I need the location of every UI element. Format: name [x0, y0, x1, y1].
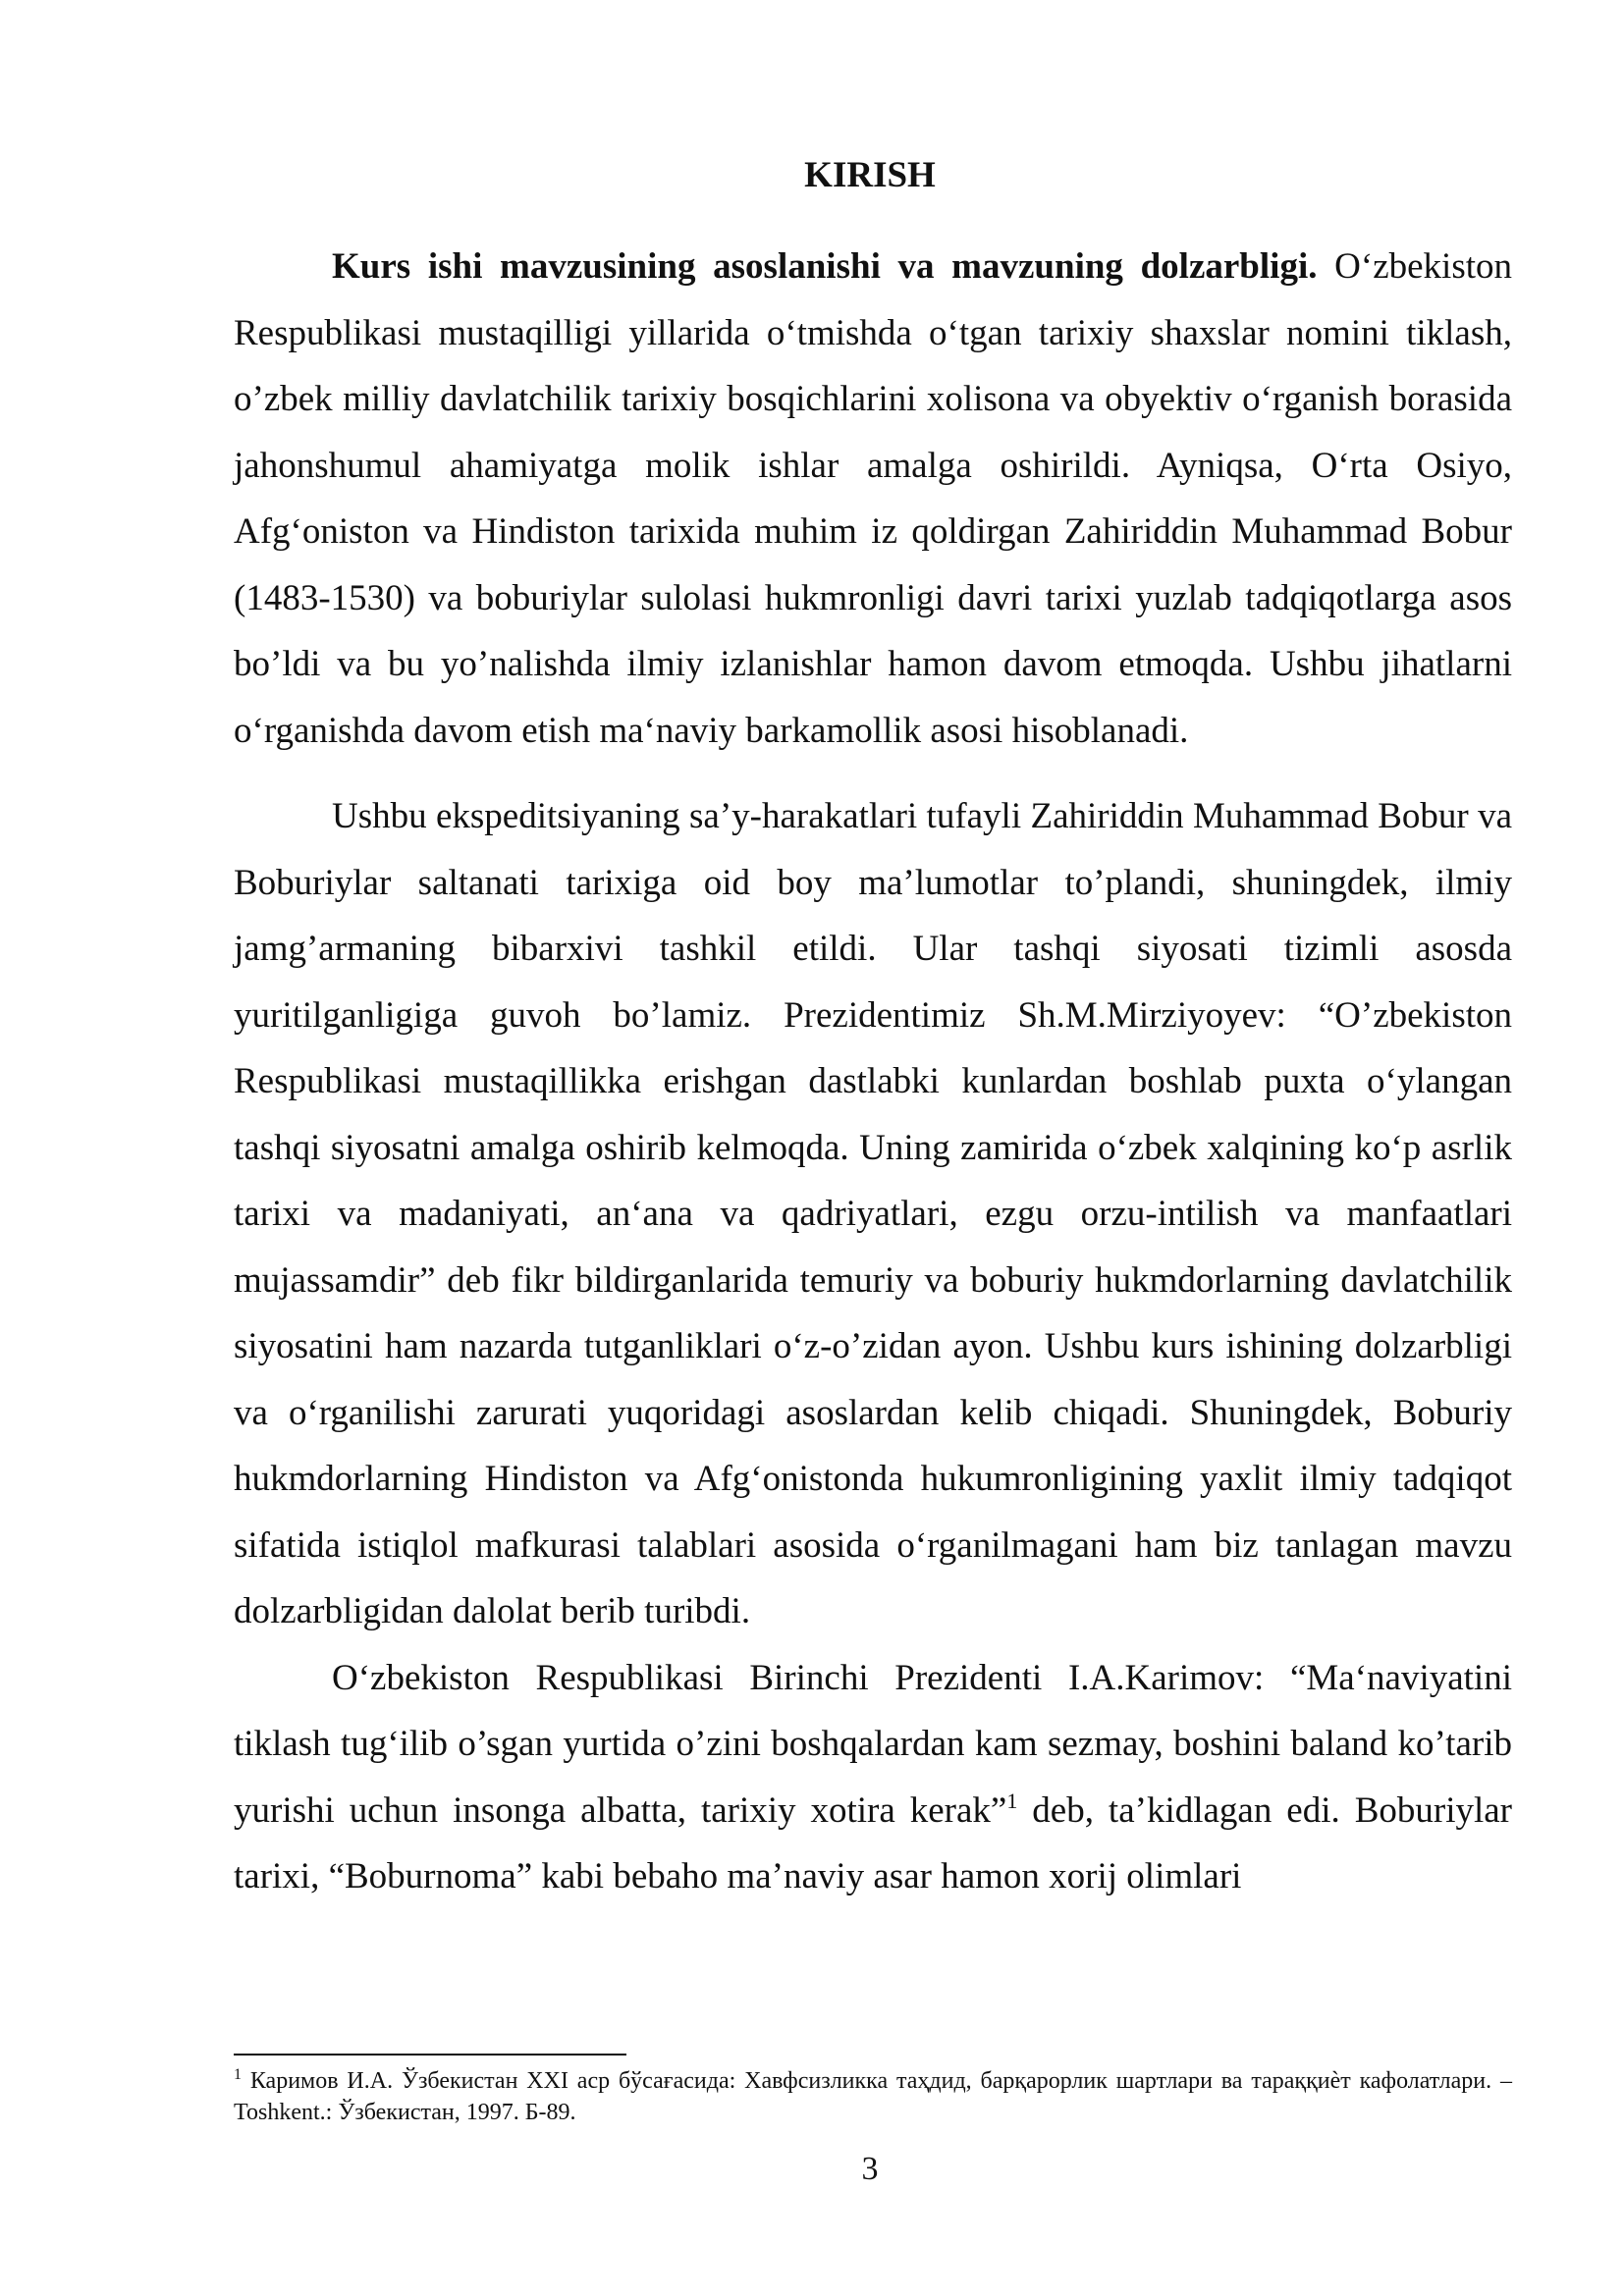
paragraph-3-text-after: deb, ta’kidlagan edi. Boburiylar tarixi, “Boburnoma” kabi bebaho ma’naviy asar hamon xorij olimlari: [234, 1789, 1512, 1896]
paragraph-1-lead: Kurs ishi mavzusining asoslanishi va mavzuning dolzarbligi.: [332, 246, 1318, 287]
footnote: [234, 2065, 1512, 2128]
footnote-text: Каримов И.А. Ўзбекистан XXI аср бўсағасида: Хавфсизликка таҳдид, барқарорлик шартлари ва тараққиѐт кафолатлари. – Toshkent.: Ўзбекистан, 1997. Б-89.: [234, 2068, 1512, 2125]
footnote-reference[interactable]: 1: [1006, 1788, 1018, 1813]
paragraph-3: [234, 1645, 1512, 1910]
paragraph-2: Ushbu ekspeditsiyaning sa’y-harakatlari tufayli Zahiriddin Muhammad Bobur va Boburiylar saltanati tarixiga oid boy ma’lumotlar to’plandi, shuningdek, ilmiy jamg’armaning bibarxivi tashkil etildi. Ular tashqi siyosati tizimli asosda yuritilganligiga guvoh bo’lamiz. Prezidentimiz Sh.M.Mirziyoyev: “O’zbekiston Respublikasi mustaqillikka erishgan dastlabki kunlardan boshlab puxta o‘ylangan tashqi siyosatni amalga oshirib kelmoqda. Uning zamirida o‘zbek xalqining ko‘p asrlik tarixi va madaniyati, an‘ana va qadriyatlari, ezgu orzu-intilish va manfaatlari mujassamdir” deb fikr bildirganlarida temuriy va boburiy hukmdorlarning davlatchilik siyosatini ham nazarda tutganliklari o‘z-o’zidan ayon. Ushbu kurs ishining dolzarbligi va o‘rganilishi zarurati yuqoridagi asoslardan kelib chiqadi. Shuningdek, Boburiy hukmdorlarning Hindiston va Afg‘onistonda hukumronligining yaxlit ilmiy tadqiqot sifatida istiqlol mafkurasi talablari asosida o‘rganilmagani ham biz tanlagan mavzu dolzarbligidan dalolat berib turibdi.: [234, 796, 1512, 1631]
paragraph-1: [234, 234, 1512, 764]
section-heading: KIRISH: [804, 155, 936, 195]
body-text: [234, 234, 1512, 1910]
page-number: 3: [861, 2151, 879, 2187]
footnote-marker: 1: [234, 2066, 242, 2083]
paragraph-1-text: O‘zbekiston Respublikasi mustaqilligi yillarida o‘tmishda o‘tgan tarixiy shaxslar nomini tiklash, o’zbek milliy davlatchilik tarixiy bosqichlarini xolisona va obyektiv o‘rganish borasida jahonshumul ahamiyatga molik ishlar amalga oshirildi. Ayniqsa, O‘rta Osiyo, Afg‘oniston va Hindiston tarixida muhim iz qoldirgan Zahiriddin Muhammad Bobur (1483-1530) va boburiylar sulolasi hukmronligi davri tarixi yuzlab tadqiqotlarga asos bo’ldi va bu yo’nalishda ilmiy izlanishlar hamon davom etmoqda. Ushbu jihatlarni o‘rganishda davom etish ma‘naviy barkamollik asosi hisoblanadi.: [234, 246, 1513, 751]
paragraph-3-text-before: O‘zbekiston Respublikasi Birinchi Prezidenti I.A.Karimov: “Ma‘naviyatini tiklash tug‘ilib o’sgan yurtida o’zini boshqalardan kam sezmay, boshini baland ko’tarib yurishi uchun insonga albatta, tarixiy xotira kerak”: [234, 1657, 1512, 1831]
footnote-separator: [234, 2054, 626, 2056]
